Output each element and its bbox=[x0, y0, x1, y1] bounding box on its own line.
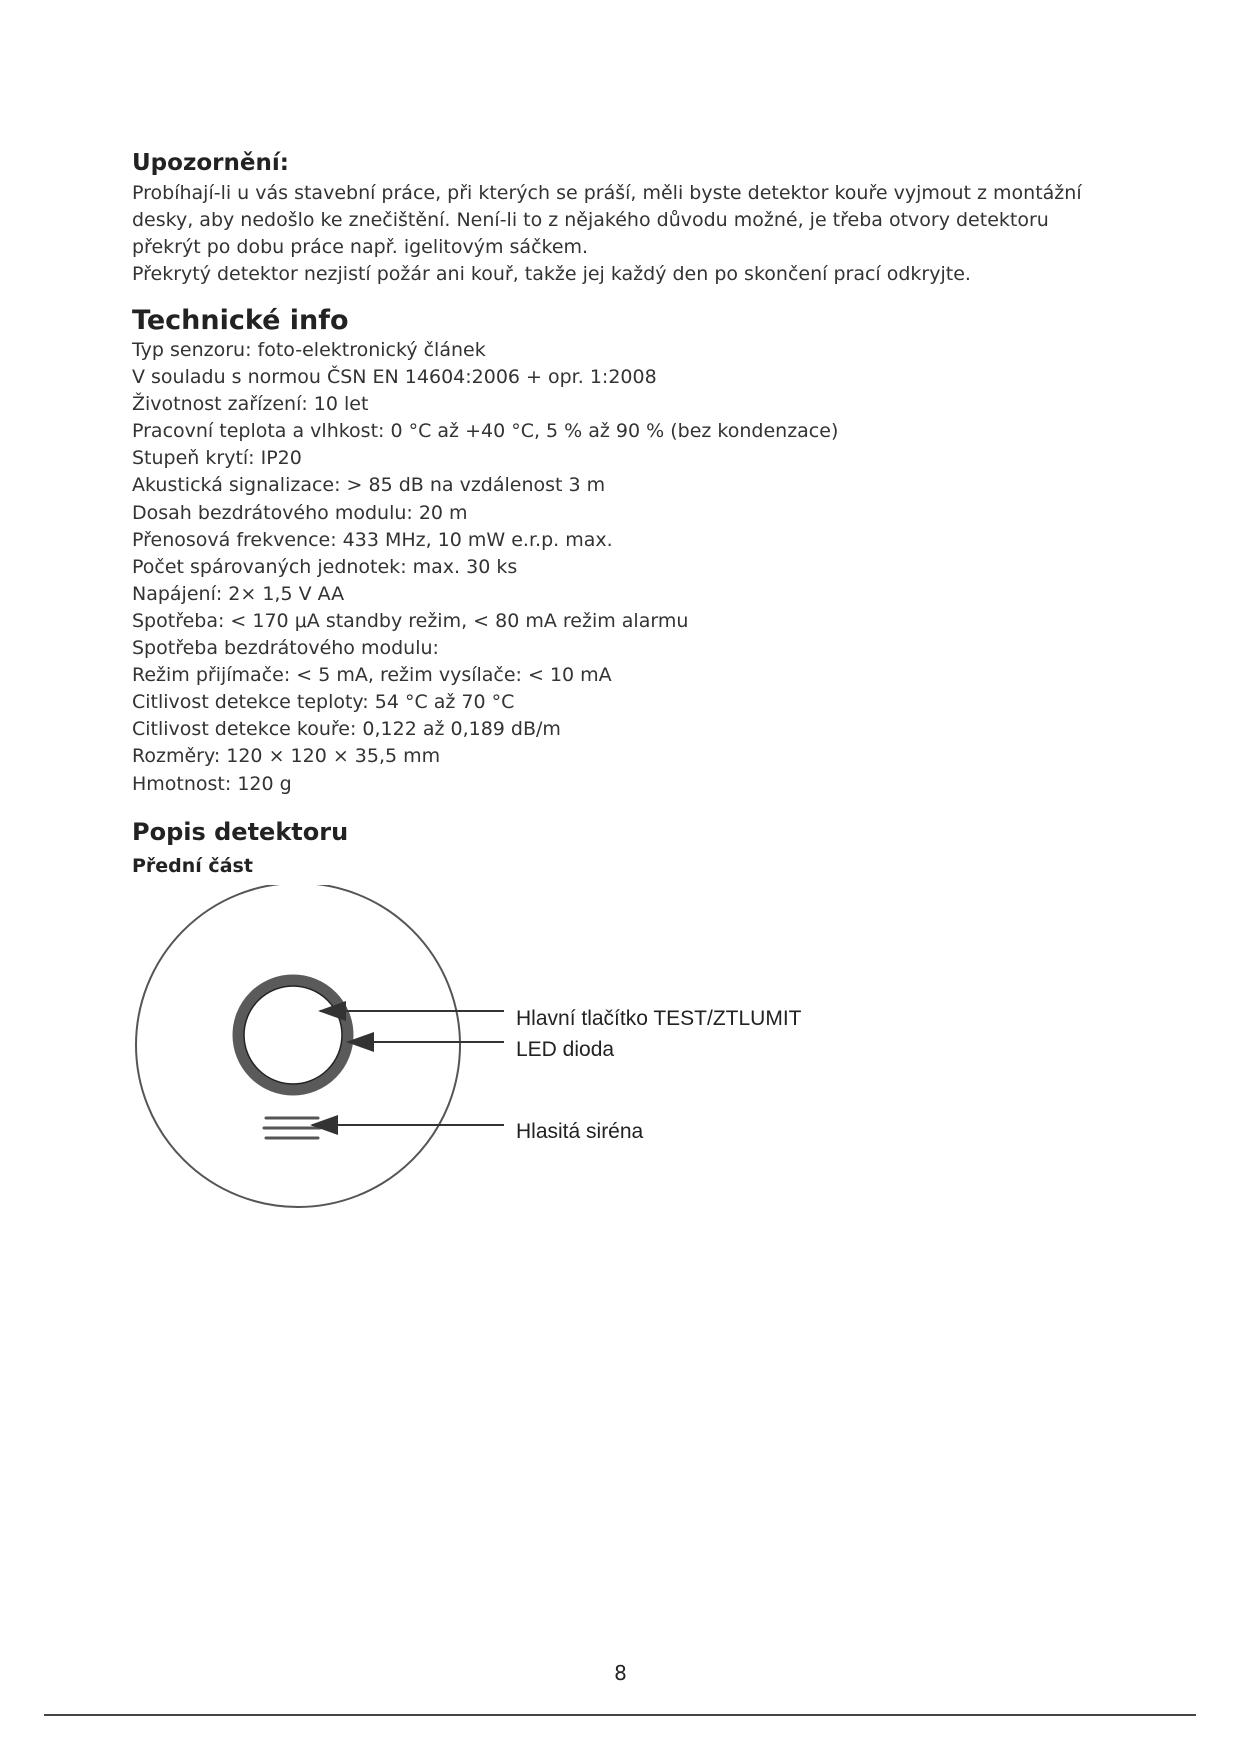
test-button-inner-edge bbox=[244, 986, 342, 1084]
page-number: 8 bbox=[614, 1661, 627, 1685]
led-label: LED dioda bbox=[516, 1038, 615, 1061]
tech-spec-list bbox=[132, 337, 838, 798]
detector-description-heading: Popis detektoru bbox=[132, 818, 349, 846]
siren-label: Hlasitá siréna bbox=[516, 1120, 644, 1143]
spec-item: V souladu s normou ČSN EN 14604:2006 + opr. 1:2008 bbox=[132, 366, 657, 389]
spec-item: Typ senzoru: foto-elektronický článek bbox=[132, 339, 486, 361]
spec-item: Spotřeba: < 170 μA standby režim, < 80 mA režim alarmu bbox=[132, 609, 689, 632]
spec-item: Pracovní teplota a vlhkost: 0 °C až +40 °C, 5 % až 90 % (bez kondenzace) bbox=[132, 420, 839, 443]
warning-line: desky, aby nedošlo ke znečištění. Není-li to z nějakého důvodu možné, je třeba otvory detektoru bbox=[132, 209, 1049, 231]
spec-item: Dosah bezdrátového modulu: 20 m bbox=[132, 501, 468, 524]
spec-item: Stupeň krytí: IP20 bbox=[132, 447, 302, 470]
spec-item: Režim přijímače: < 5 mA, režim vysílače: < 10 mA bbox=[132, 664, 612, 687]
detector-front-diagram bbox=[120, 885, 540, 1215]
spec-item: Hmotnost: 120 g bbox=[132, 772, 292, 795]
spec-item: Rozměry: 120 × 120 × 35,5 mm bbox=[132, 745, 441, 768]
warning-line: Překrytý detektor nezjistí požár ani kouř, takže jej každý den po skončení prací odkryjte. bbox=[132, 263, 971, 285]
tech-info-heading: Technické info bbox=[132, 305, 349, 336]
spec-item: Citlivost detekce teploty: 54 °C až 70 °C bbox=[132, 691, 515, 714]
front-side-subheading: Přední část bbox=[132, 855, 253, 877]
test-button-label: Hlavní tlačítko TEST/ZTLUMIT bbox=[516, 1007, 802, 1030]
siren-grille-icon bbox=[264, 1118, 320, 1138]
spec-item: Napájení: 2× 1,5 V AA bbox=[132, 582, 345, 605]
test-button-led-ring bbox=[238, 980, 348, 1090]
warning-paragraph bbox=[132, 180, 1114, 288]
spec-item: Životnost zařízení: 10 let bbox=[132, 393, 369, 416]
warning-line: překrýt po dobu práce např. igelitovým sáčkem. bbox=[132, 236, 589, 258]
warning-heading: Upozornění: bbox=[132, 150, 289, 176]
spec-item: Počet spárovaných jednotek: max. 30 ks bbox=[132, 555, 518, 578]
spec-item: Přenosová frekvence: 433 MHz, 10 mW e.r.p. max. bbox=[132, 528, 613, 551]
warning-line: Probíhají-li u vás stavební práce, při kterých se práší, měli byste detektor kouře vyjmout z montážní bbox=[132, 182, 1082, 204]
detector-body-outline bbox=[136, 885, 460, 1207]
footer-divider bbox=[44, 1714, 1196, 1716]
spec-item: Citlivost detekce kouře: 0,122 až 0,189 dB/m bbox=[132, 718, 561, 741]
spec-item: Akustická signalizace: > 85 dB na vzdálenost 3 m bbox=[132, 474, 606, 497]
spec-item: Spotřeba bezdrátového modulu: bbox=[132, 637, 439, 660]
